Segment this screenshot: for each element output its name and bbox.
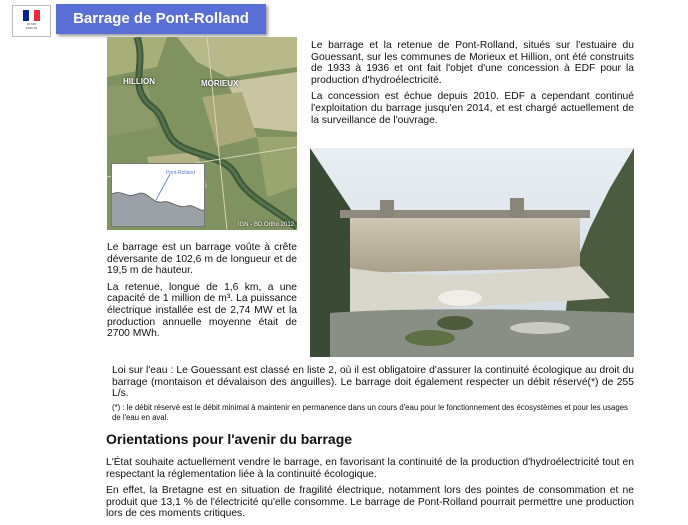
intro-text: [311, 40, 634, 131]
specs-paragraph-2: La retenue, longue de 1,6 km, a une capacité de 1 million de m³. La puissance électrique installée est de 2,74 MW et la production annuelle moyenne était de 2700 MWh.: [107, 281, 297, 340]
map-label-morieux: MORIEUX: [201, 79, 239, 88]
location-inset-map: [111, 163, 205, 227]
intro-paragraph-1: Le barrage et la retenue de Pont-Rolland, situés sur l'estuaire du Gouessant, sur les communes de Morieux et Hillion, ont été construits de 1933 à 1936 et ont fait l'objet d'une concession à EDF pour la production d'hydroélectricité.: [311, 40, 634, 86]
reserved-flow-note: (*) : le débit réservé est le débit minimal à maintenir en permanence dans un cours d'eau pour le fonctionnement des écosystèmes et pour les usages de l'eau en aval.: [112, 403, 628, 422]
specs-paragraph-1: Le barrage est un barrage voûte à crête déversante de 102,6 m de longueur et de 19,5 m de hauteur.: [107, 242, 297, 277]
aerial-map: [107, 37, 297, 230]
dam-photo: [310, 148, 634, 357]
page-title: Barrage de Pont-Rolland: [56, 4, 266, 34]
future-section-title: Orientations pour l'avenir du barrage: [106, 431, 353, 447]
future-text: [106, 457, 634, 525]
inset-label: Pont-Rolland: [166, 170, 195, 176]
map-credit: IGN - BD Ortho 2012: [237, 222, 294, 228]
future-paragraph-2: En effet, la Bretagne est en situation de fragilité électrique, notamment lors des pointes de consommation et ne produit que 13,1 % de l'électricité qu'elle consomme. Le barrage de Pont-Rolland pourrait permettre une production lors de ces moments critiques.: [106, 485, 634, 520]
republic-logo: ≡≡ ≡≡≡ ≡≡≡≡ ≡≡: [12, 5, 51, 37]
law-text: Loi sur l'eau : Le Gouessant est classé en liste 2, où il est obligatoire d'assurer la continuité écologique au droit du barrage (montaison et dévalaison des anguilles). Le barrage doit également respecter un débit réservé(*) de 255 L/s.: [112, 365, 634, 400]
specs-text: [107, 242, 297, 345]
future-paragraph-1: L'État souhaite actuellement vendre le barrage, en favorisant la continuité de la production d'hydroélectricité tout en respectant la réglementation liée à la continuité écologique.: [106, 457, 634, 480]
intro-paragraph-2: La concession est échue depuis 2010. EDF a cependant continué l'exploitation du barrage jusqu'en 2014, et est chargé actuellement de la surveillance de l'ouvrage.: [311, 91, 634, 126]
map-label-hillion: HILLION: [123, 77, 155, 86]
french-flag-icon: [23, 10, 40, 21]
